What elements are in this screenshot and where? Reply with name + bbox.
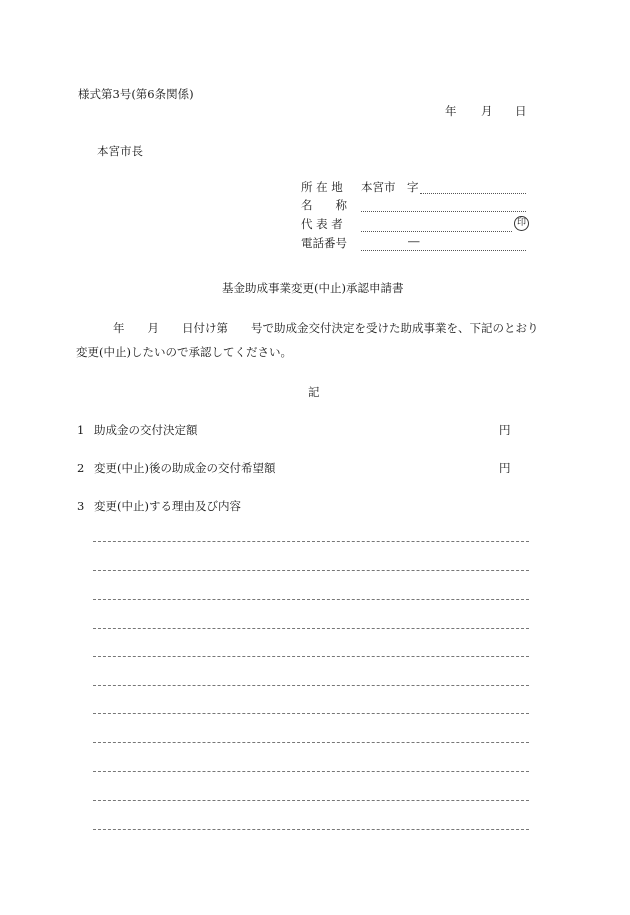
item-2-unit: 円 <box>499 461 511 475</box>
item-1-number: 1 <box>77 423 85 437</box>
body-line-2: 変更(中止)したいので承認してください。 <box>76 345 292 359</box>
item-3-number: 3 <box>77 499 85 513</box>
item-2-label: 変更(中止)後の助成金の交付希望額 <box>94 461 276 475</box>
reason-line[interactable] <box>93 685 529 686</box>
representative-label: 代 表 者 <box>301 217 343 231</box>
reason-line[interactable] <box>93 771 529 772</box>
reason-line[interactable] <box>93 742 529 743</box>
name-field[interactable] <box>361 211 526 212</box>
representative-field[interactable] <box>361 231 512 232</box>
ki-heading: 記 <box>308 385 320 399</box>
date-month: 月 <box>481 104 493 118</box>
address-prefix: 本宮市 字 <box>361 180 419 194</box>
item-1-unit: 円 <box>499 423 511 437</box>
reason-line[interactable] <box>93 656 529 657</box>
reason-line[interactable] <box>93 829 529 830</box>
phone-label: 電話番号 <box>301 236 347 250</box>
body-line-1: 年 月 日付け第 号で助成金交付決定を受けた助成事業を、下記のとおり <box>113 321 539 335</box>
name-label: 名 称 <box>301 198 347 212</box>
reason-line[interactable] <box>93 541 529 542</box>
date-year: 年 <box>445 104 457 118</box>
seal-mark-icon: 印 <box>514 216 529 231</box>
addressee: 本宮市長 <box>97 144 143 158</box>
phone-field[interactable] <box>361 250 526 251</box>
item-2-number: 2 <box>77 461 85 475</box>
reason-line[interactable] <box>93 570 529 571</box>
item-3-label: 変更(中止)する理由及び内容 <box>94 499 241 513</box>
reason-line[interactable] <box>93 599 529 600</box>
reason-line[interactable] <box>93 800 529 801</box>
reason-line[interactable] <box>93 713 529 714</box>
document-title: 基金助成事業変更(中止)承認申請書 <box>222 281 404 295</box>
reason-line[interactable] <box>93 628 529 629</box>
item-1-label: 助成金の交付決定額 <box>94 423 198 437</box>
address-field[interactable] <box>420 193 526 194</box>
date-day: 日 <box>515 104 527 118</box>
form-number: 様式第3号(第6条関係) <box>78 87 194 101</box>
phone-separator: ― <box>408 234 420 248</box>
address-label: 所 在 地 <box>301 180 343 194</box>
